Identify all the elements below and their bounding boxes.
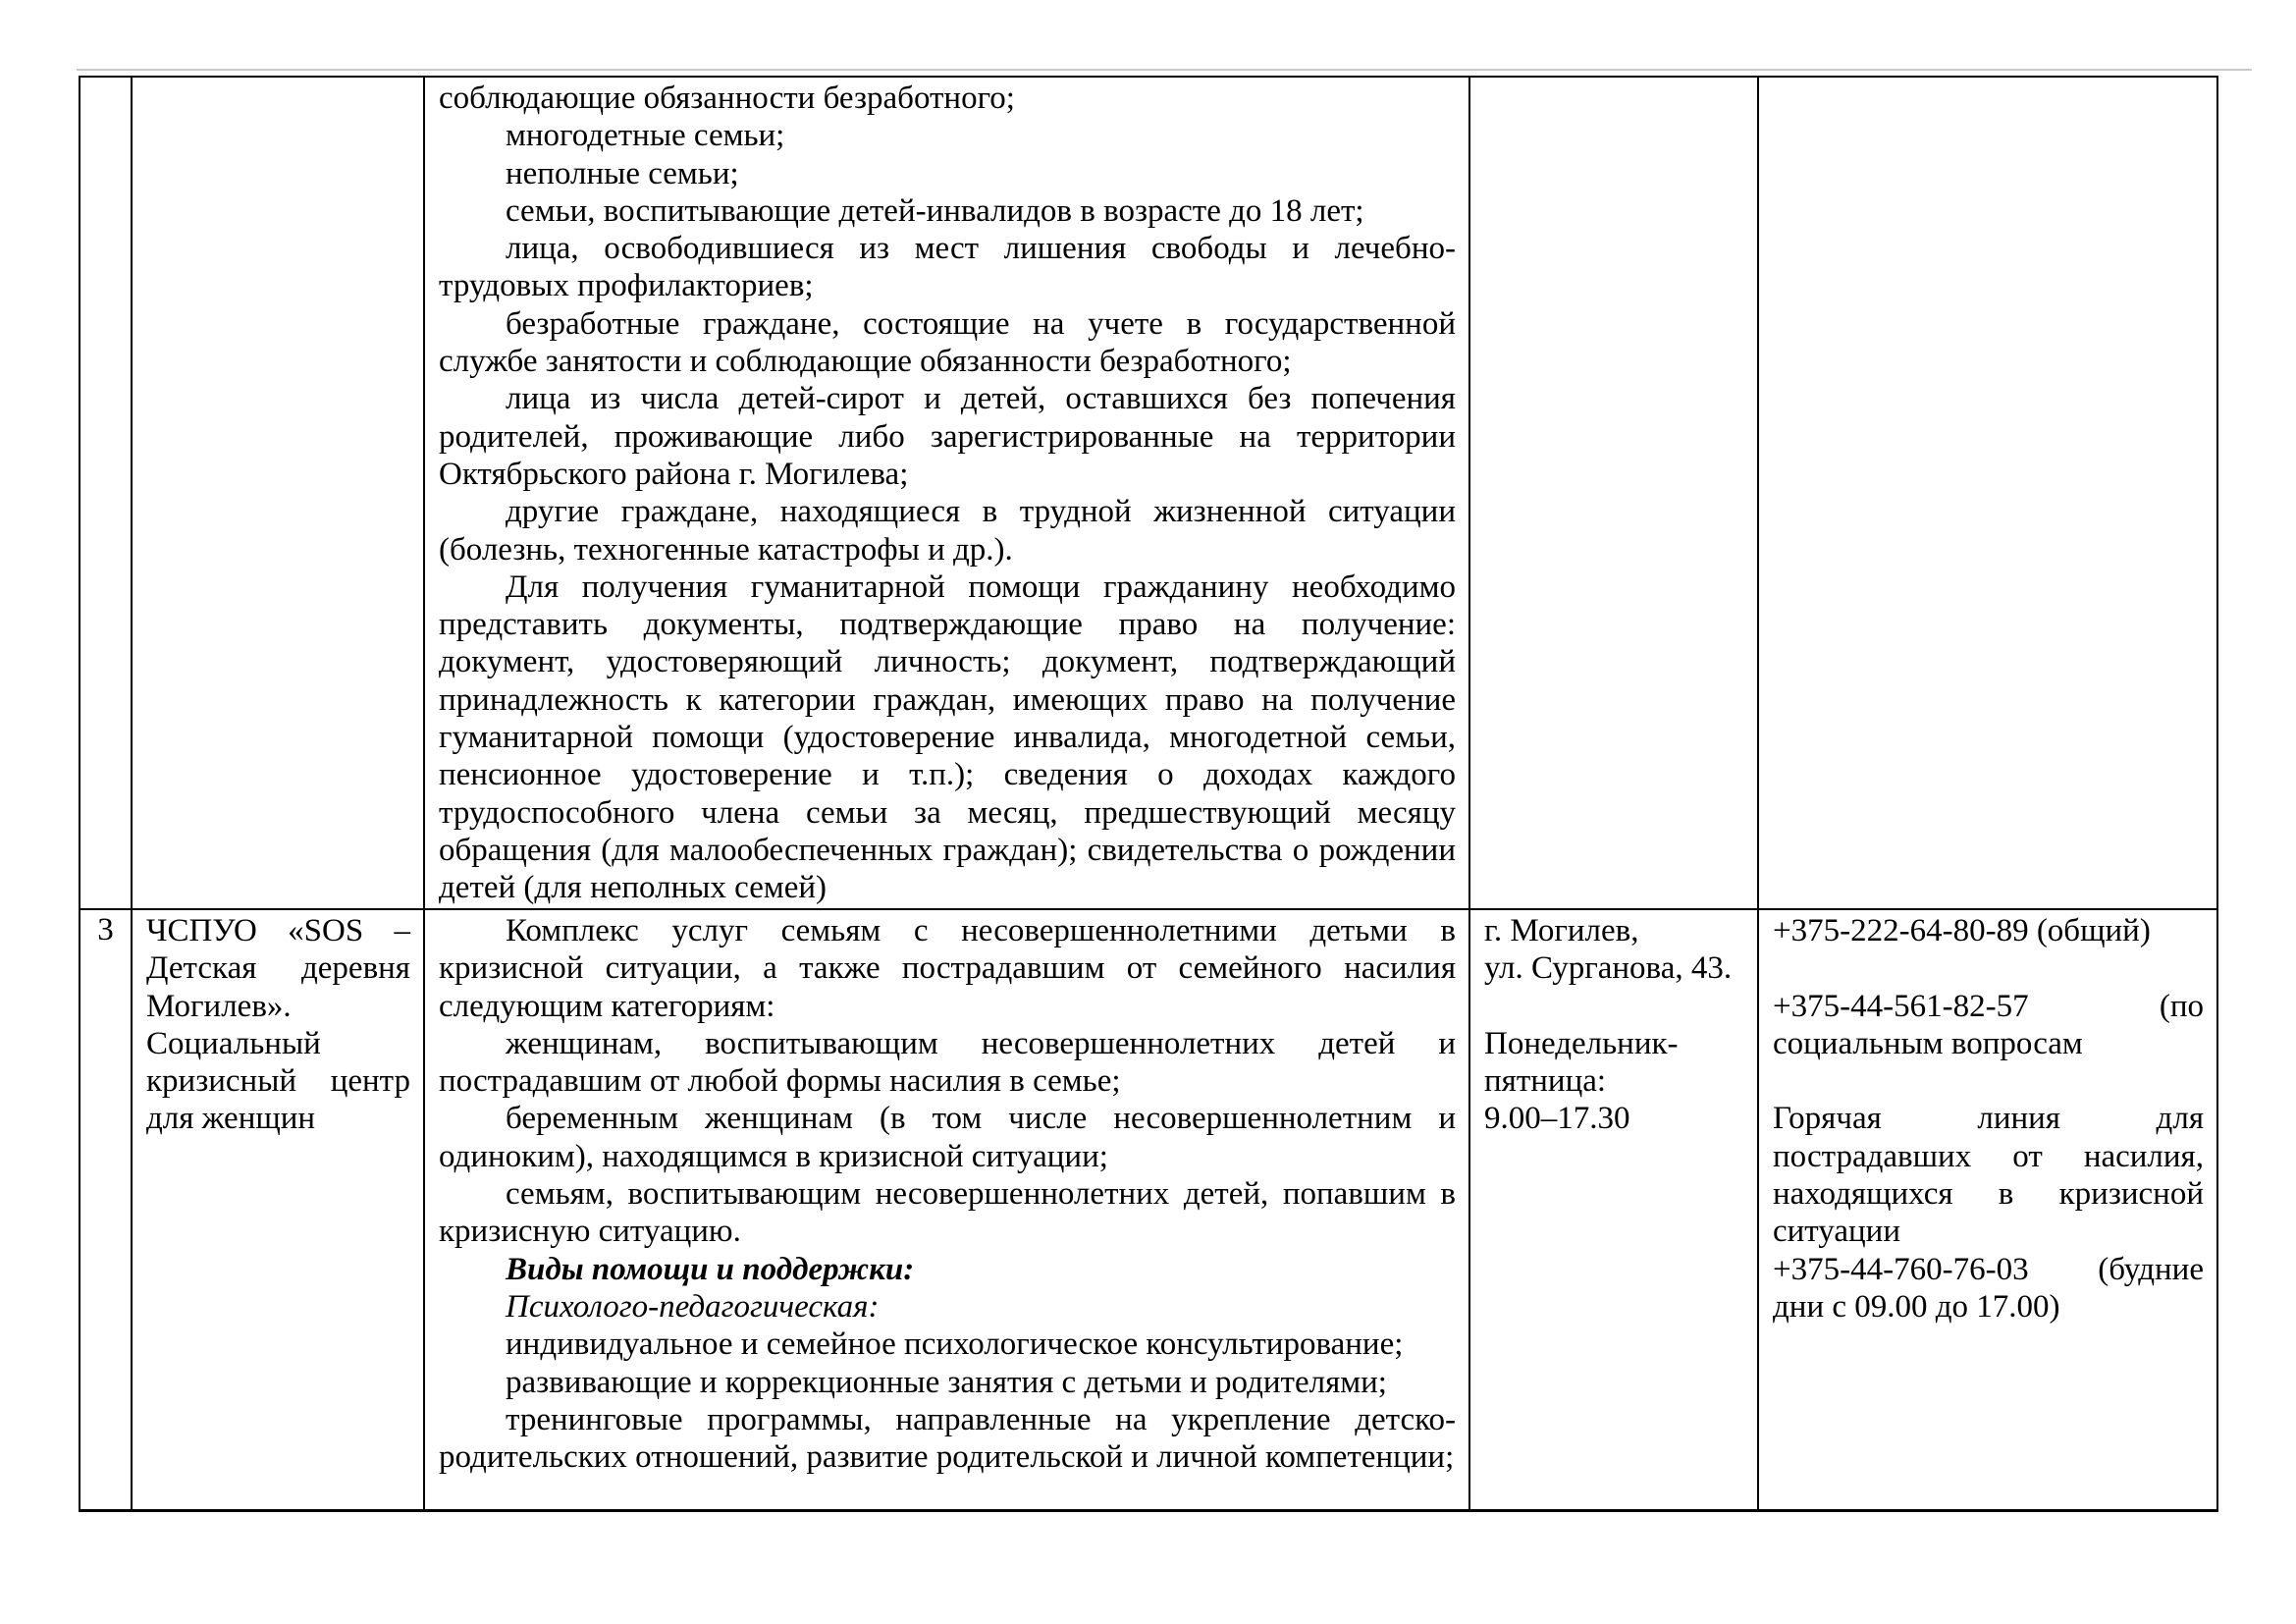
organization-line: для женщин xyxy=(146,1101,316,1137)
contact-line xyxy=(1773,949,2204,987)
cell-contacts xyxy=(1759,910,2216,1509)
service-paragraph: Комплекс услуг семьям с несовершеннолетними детьми в кризисной ситуации, а также пострадавшим от семейного насилия следующим категориям: xyxy=(439,913,1456,1024)
contact-line: дни с 09.00 до 17.00) xyxy=(1773,1288,2060,1325)
cell-organization xyxy=(133,78,425,908)
address-line: ул. Сурганова, 43. xyxy=(1484,950,1733,987)
address-line: пятница: xyxy=(1484,1063,1607,1100)
service-paragraph: другие граждане, находящиеся в трудной жизненной ситуации (болезнь, техногенные катастрофы и др.). xyxy=(439,494,1456,568)
organization-line: Детская деревня xyxy=(146,950,410,987)
service-paragraph: неполные семьи; xyxy=(506,155,739,191)
table-row-3 xyxy=(80,908,2216,1509)
organization-line: кризисный центр xyxy=(146,1063,410,1100)
contact-line: находящихся в кризисной xyxy=(1773,1176,2204,1213)
cell-contacts xyxy=(1759,78,2216,908)
service-paragraph: многодетные семьи; xyxy=(506,118,785,154)
service-paragraph: Для получения гуманитарной помощи гражданину необходимо представить документы, подтверждающие право на получение: документ, удостоверяющий личность; документ, подтверждающий принадлежность к категории граждан, имеющих право на получение гуманитарной помощи (удостоверение инвалида, многодетной семьи, пенсионное удостоверение и т.п.); сведения о доходах каждого трудоспособного члена семьи за месяц, предшествующий месяцу обращения (для малообеспеченных граждан); свидетельства о рождении детей (для неполных семей) xyxy=(439,568,1456,906)
contact-line: социальным вопросам xyxy=(1773,1025,2083,1061)
service-paragraph: соблюдающие обязанности безработного; xyxy=(439,81,1015,116)
cell-services xyxy=(425,78,1470,908)
cell-organization xyxy=(133,910,425,1509)
cell-services xyxy=(425,910,1470,1509)
cell-address-schedule xyxy=(1470,910,1759,1509)
service-paragraph: беременным женщинам (в том числе несовершеннолетним и одиноким), находящимся в кризисной ситуации; xyxy=(439,1101,1456,1174)
contact-line: пострадавших от насилия, xyxy=(1773,1138,2204,1174)
address-line: 9.00–17.30 xyxy=(1484,1101,1630,1137)
cell-address-schedule xyxy=(1470,78,1759,908)
service-paragraph: тренинговые программы, направленные на укрепление детско-родительских отношений, развитие родительской и личной компетенции; xyxy=(439,1401,1456,1476)
service-paragraph: Психолого-педагогическая: xyxy=(506,1288,880,1325)
cell-row-number: 3 xyxy=(80,910,133,1509)
table-continuation-divider xyxy=(77,69,2252,71)
service-paragraph: индивидуальное и семейное психологическое консультирование; xyxy=(506,1326,1404,1363)
service-paragraph: развивающие и коррекционные занятия с детьми и родителями; xyxy=(506,1364,1387,1400)
table-row-continuation xyxy=(80,78,2216,908)
service-paragraph: лица из числа детей-сирот и детей, оставшихся без попечения родителей, проживающие либо зарегистрированные на территории Октябрьского района г. Могилева; xyxy=(439,381,1456,492)
service-paragraph: Виды помощи и поддержки: xyxy=(506,1251,915,1287)
address-line: Понедельник- xyxy=(1484,1025,1679,1061)
service-paragraph: женщинам, воспитывающим несовершеннолетних детей и пострадавшим от любой формы насилия в семье; xyxy=(439,1025,1456,1100)
contact-line: +375-44-760-76-03 (будние xyxy=(1773,1251,2204,1287)
service-paragraph: семьям, воспитывающим несовершеннолетних детей, попавшим в кризисную ситуацию. xyxy=(439,1176,1456,1250)
organization-line: Могилев». xyxy=(146,988,292,1024)
organization-line: Социальный xyxy=(146,1025,321,1061)
service-paragraph: безработные граждане, состоящие на учете в государственной службе занятости и соблюдающие обязанности безработного; xyxy=(439,305,1456,380)
address-line xyxy=(1484,988,1744,1025)
contact-line: Горячая линия для xyxy=(1773,1101,2204,1137)
cell-row-number xyxy=(80,78,133,908)
organization-line: ЧСПУО «SOS – xyxy=(146,913,410,948)
contact-line xyxy=(1773,1062,2204,1100)
service-paragraph: семьи, воспитывающие детей-инвалидов в возрасте до 18 лет; xyxy=(506,192,1364,229)
contact-line: +375-222-64-80-89 (общий) xyxy=(1773,913,2151,948)
services-table xyxy=(79,76,2218,1512)
address-line: г. Могилев, xyxy=(1484,913,1639,948)
contact-line: ситуации xyxy=(1773,1214,1900,1250)
contact-line: +375-44-561-82-57 (по xyxy=(1773,988,2204,1024)
service-paragraph: лица, освободившиеся из мест лишения свободы и лечебно-трудовых профилакториев; xyxy=(439,231,1456,304)
